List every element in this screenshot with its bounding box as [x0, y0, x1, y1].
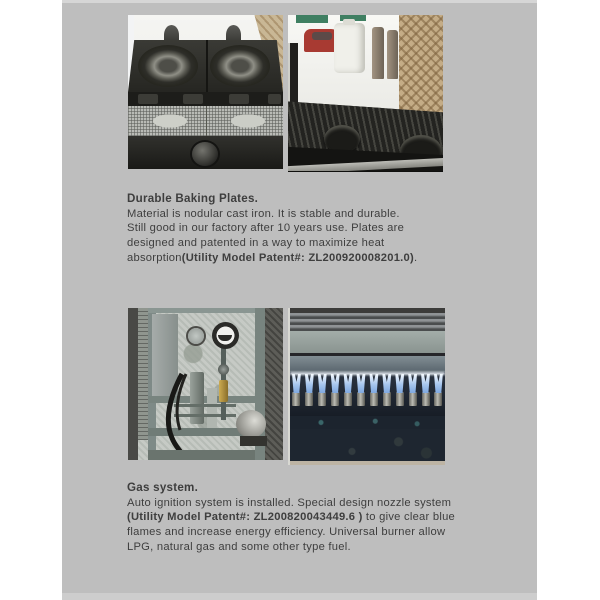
baking-plate-ring: [138, 45, 198, 87]
blue-flame: [304, 374, 315, 393]
white-jug: [334, 23, 365, 73]
section-body: Material is nodular cast iron. It is stable and durable. Still good in our factory after 10 years use. Plates are designed and patented in a way to maximize heat absorption(Utility Model Patent#: ZL200920008201.0).: [127, 207, 418, 264]
flame-zone: [290, 372, 445, 416]
blue-flame: [368, 374, 379, 393]
panel-top-edge: [62, 0, 537, 3]
frame-rail: [148, 450, 255, 460]
burner-nozzle: [434, 392, 442, 406]
section-body: Auto ignition system is installed. Special design nozzle system (Utility Model Patent#: ZL200820043449.6 ) to give clear blue flames and increase energy efficiency. Universal burner allow LPG, natural gas and some other type fuel.: [127, 496, 456, 553]
section-gas-system: [127, 481, 522, 555]
blue-flame: [317, 374, 328, 393]
baking-plate-ring: [210, 45, 270, 87]
panel-bottom-edge: [62, 593, 537, 600]
baking-plates-closeup-photo: [288, 15, 443, 172]
blue-flame: [355, 374, 366, 393]
lid-seam: [206, 40, 208, 92]
blue-flame: [433, 374, 444, 393]
blue-flame: [407, 374, 418, 393]
blue-flame: [330, 374, 341, 393]
burner-nozzle: [396, 392, 404, 406]
burner-nozzle: [331, 392, 339, 406]
burner-nozzle: [318, 392, 326, 406]
blue-flame: [394, 374, 405, 393]
hinge-row: [128, 92, 283, 106]
grid-seam: [206, 106, 207, 136]
stainless-band: [290, 331, 445, 353]
burner-nozzle: [357, 392, 365, 406]
blower-motor: [236, 410, 266, 438]
section-title: Gas system.: [127, 481, 199, 494]
soot-band: [290, 416, 445, 429]
front-knob: [192, 142, 218, 166]
lattice-fence: [399, 15, 443, 117]
stainless-band: [290, 313, 445, 331]
burner-nozzle: [305, 392, 313, 406]
blue-flame: [381, 374, 392, 393]
shadow-band: [290, 356, 445, 372]
machine-bottom-shadow: [288, 171, 443, 172]
tray-edge: [290, 461, 445, 465]
flame-row: [290, 374, 445, 416]
burner-flames-photo: [288, 308, 445, 465]
blower-base: [240, 436, 267, 446]
burner-nozzle: [422, 392, 430, 406]
burner-nozzle: [383, 392, 391, 406]
section-baking-plates: [127, 192, 522, 266]
gas-system-photo: [128, 308, 283, 460]
burner-nozzle: [409, 392, 417, 406]
burner-nozzle: [370, 392, 378, 406]
burner-nozzle: [344, 392, 352, 406]
blue-flame: [291, 374, 302, 393]
burner-tray: [290, 429, 445, 461]
metal-bottle: [387, 30, 398, 79]
baking-plates-open-photo: [128, 15, 283, 169]
open-lid: [128, 40, 283, 92]
blue-flame: [420, 374, 431, 393]
burner-nozzle: [292, 392, 300, 406]
metal-bottle: [372, 27, 384, 79]
blue-flame: [343, 374, 354, 393]
awning-strip: [296, 15, 328, 23]
section-title: Durable Baking Plates.: [127, 192, 259, 205]
